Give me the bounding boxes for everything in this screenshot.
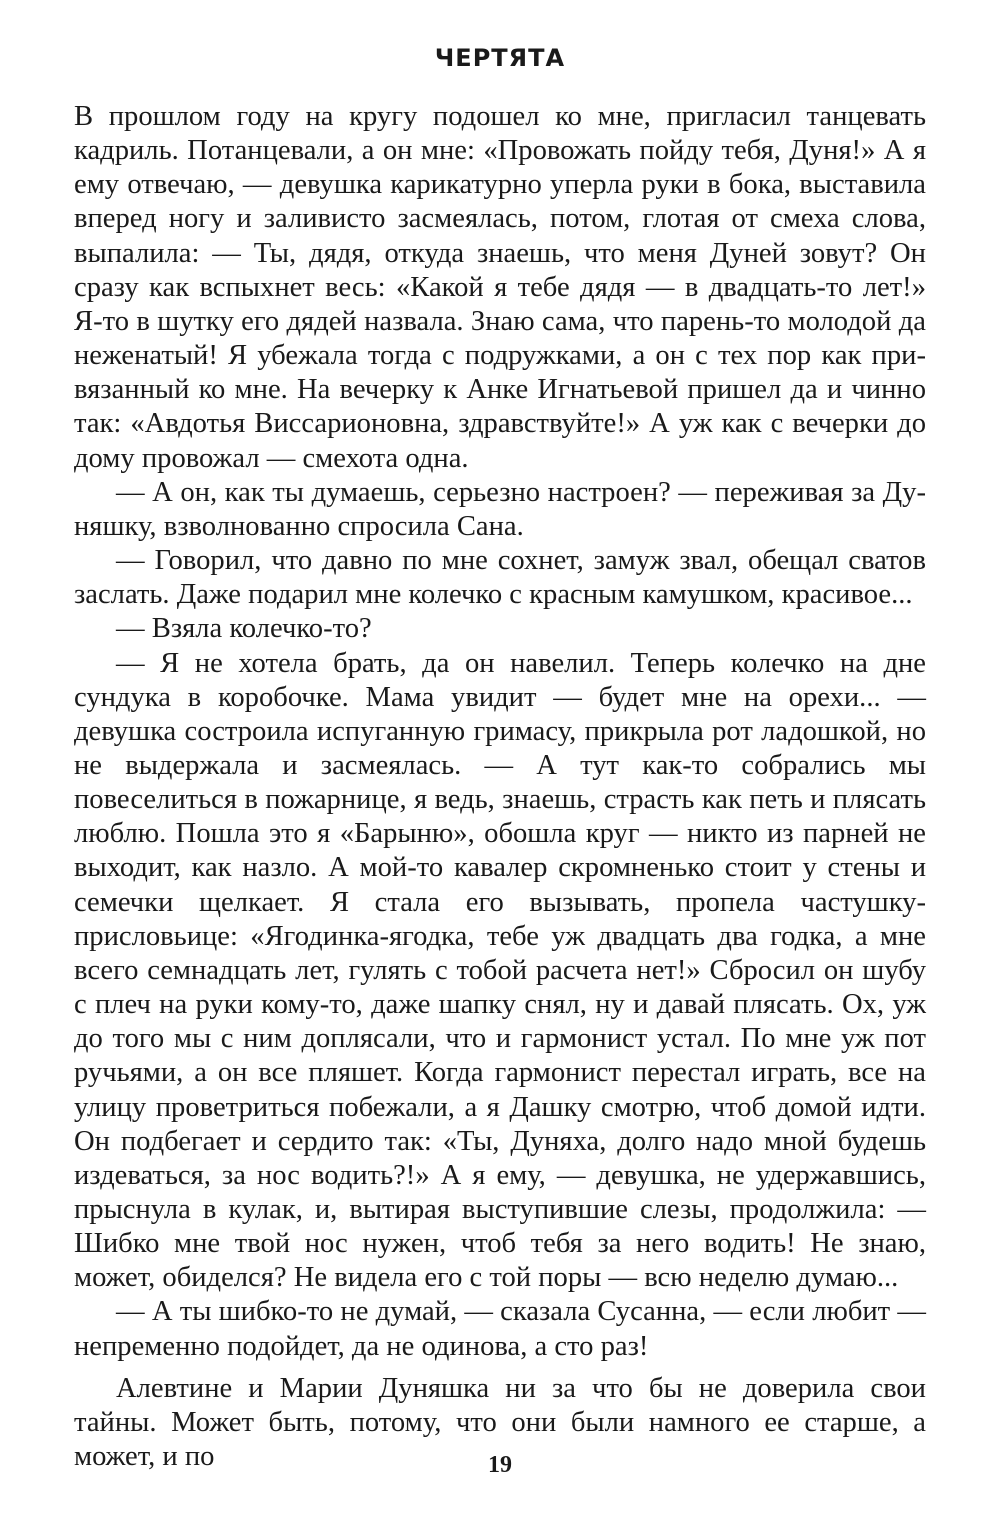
paragraph: — Я не хотела брать, да он навелил. Теперь колечко на дне сундука в коробочке. Мама увидит — будет мне на орехи... — девушка состроила испуганную гримасу, прикрыла рот ладошкой, но не выдержала и засмеялась. — А тут как-то собрались мы повеселиться в пожарнице, я ведь, знаешь, страсть как петь и плясать люблю. Пошла это я «Барыню», обошла круг — никто из парней не выходит, как назло. А мой-то кавалер скромненько стоит у стены и семечки щелкает. Я стала его вызывать, пропела частушку-присловьице: «Ягодинка-ягодка, тебе уж двадцать два годка, а мне всего семнадцать лет, гулять с тобой расчета нет!» Сбросил он шубу с плеч на руки кому-то, даже шапку снял, ну и давай плясать. Ох, уж до того мы с ним доплясали, что и гармонист устал. По мне уж пот ручьями, а он все пляшет. Когда гармонист перестал играть, все на улицу проветриться побежали, а я Дашку смотрю, чтоб домой идти. Он подбегает и сердито так: «Ты, Дуняха, долго надо мной будешь издеваться, за нос водить?!» А я ему, — девушка, не удержавшись, прыснула в кулак, и, вытирая выступившие слезы, продолжила: — Шибко мне твой нос нужен, чтоб тебя за него водить! Не знаю, может, обиделся? Не видела его с той поры — всю неделю думаю... bbox=[74, 647, 926, 1294]
paragraph: — А ты шибко-то не думай, — сказала Сусанна, — если любит — непременно подойдет, да не одинова, а сто раз! bbox=[74, 1296, 926, 1362]
running-title: ЧЕРТЯТА bbox=[434, 44, 566, 72]
paragraph: — А он, как ты думаешь, серьезно настроен? — переживая за Дуняшку, взволнованно спросила Сана. bbox=[74, 476, 926, 542]
paragraph: В прошлом году на кругу подошел ко мне, пригласил танцевать кадриль. Потанцевали, а он мне: «Провожать пойду тебя, Дуня!» А я ему отвечаю, — девушка карикатурно уперла руки в бока, выставила вперед ногу и заливисто засмеялась, потом, глотая от смеха слова, выпалила: — Ты, дядя, откуда знаешь, что меня Дуней зовут? Он сразу как вспыхнет весь: «Какой я тебе дядя — в двадцать-то лет!» Я-то в шутку его дядей назвала. Знаю сама, что парень-то молодой да неженатый! Я убежала тогда с подружками, а он с тех пор как привязанный ко мне. На вечерку к Анке Игнатьевой пришел да и чинно так: «Авдотья Виссарионовна, здравствуйте!» А уж как с вечерки до дому провожал — смехота одна. bbox=[74, 101, 926, 474]
paragraph: — Взяла колечко-то? bbox=[116, 613, 372, 645]
body-text bbox=[74, 100, 926, 1474]
page-number: 19 bbox=[488, 1452, 512, 1478]
paragraph: — Говорил, что давно по мне сохнет, замуж звал, обещал сватов заслать. Даже подарил мне колечко с красным камушком, красивое... bbox=[74, 545, 926, 611]
paragraph: Алевтине и Марии Дуняшка ни за что бы не доверила свои тайны. Может быть, потому, что они были намного ее старше, а может, и по bbox=[74, 1372, 926, 1473]
